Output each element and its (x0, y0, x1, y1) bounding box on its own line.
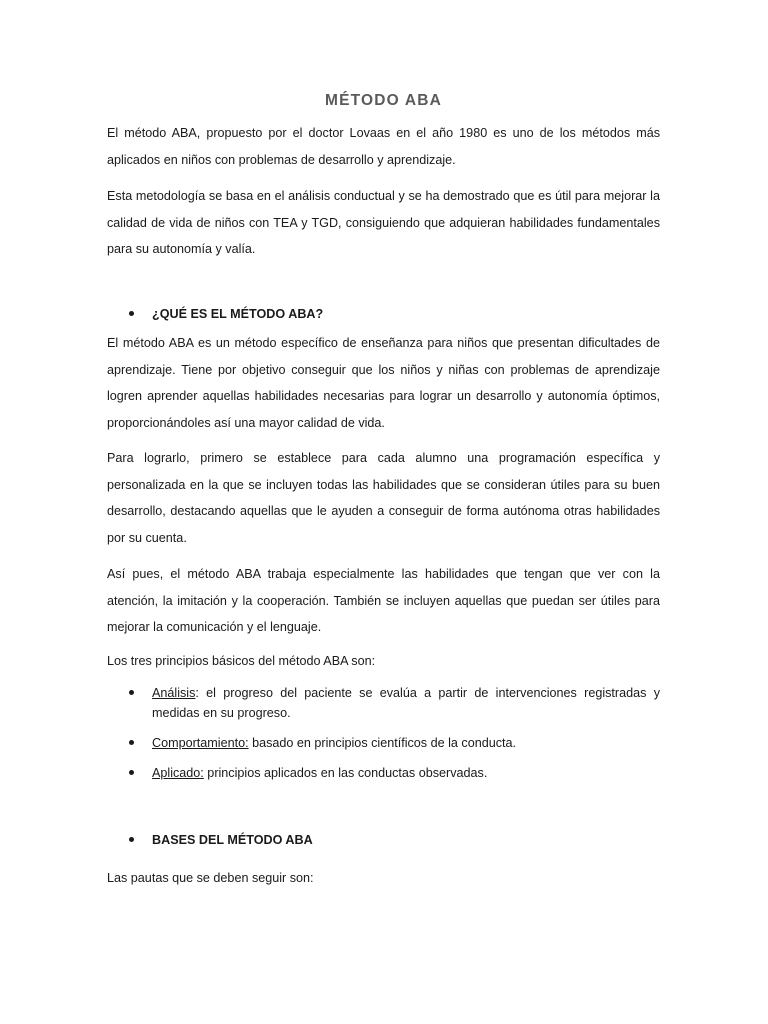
section1-paragraph-1: El método ABA es un método específico de enseñanza para niños que presentan dificultades de aprendizaje. Tiene por objetivo conseguir que los niños y niñas con problemas de aprendizaje logren aprender aquellas habilidades necesarias para lograr un desarrollo y autonomía óptimos, proporcionándoles así una mayor calidad de vida. (107, 336, 660, 430)
principle-term: Aplicado: (152, 766, 204, 780)
section-heading-text: ¿QUÉ ES EL MÉTODO ABA? (152, 307, 324, 321)
principle-text: : el progreso del paciente se evalúa a partir de intervenciones registradas y medidas en su progreso. (152, 686, 660, 720)
section2-paragraph-1: Las pautas que se deben seguir son: (107, 871, 314, 885)
bullet-icon (129, 690, 134, 695)
bullet-icon (129, 311, 134, 316)
section1-paragraph-2: Para lograrlo, primero se establece para cada alumno una programación específica y personalizada en la que se incluyen todas las habilidades que se consideran útiles para su buen desarrollo, destacando aquellas que le ayuden a conseguir de forma autónoma otras habilidades por su cuenta. (107, 451, 660, 545)
document-title: MÉTODO ABA (324, 92, 443, 109)
section1-paragraph-4: Los tres principios básicos del método ABA son: (107, 654, 376, 668)
principle-term: Comportamiento: (152, 736, 249, 750)
principle-body (152, 733, 660, 753)
bullet-icon (129, 837, 134, 842)
principle-text: basado en principios científicos de la conducta. (248, 736, 517, 750)
principle-body (152, 763, 660, 783)
section1-paragraph-3: Así pues, el método ABA trabaja especialmente las habilidades que tengan que ver con la atención, la imitación y la cooperación. También se incluyen aquellas que puedan ser útiles para mejorar la comunicación y el lenguaje. (107, 567, 660, 634)
intro-paragraph-2: Esta metodología se basa en el análisis conductual y se ha demostrado que es útil para mejorar la calidad de vida de niños con TEA y TGD, consiguiendo que adquieran habilidades fundamentales para su autonomía y valía. (107, 189, 660, 256)
principle-term: Análisis (152, 686, 196, 700)
section-heading-text: BASES DEL MÉTODO ABA (152, 833, 313, 847)
bullet-icon (129, 770, 134, 775)
principle-text: principios aplicados en las conductas observadas. (203, 766, 488, 780)
intro-paragraph-1: El método ABA, propuesto por el doctor Lovaas en el año 1980 es uno de los métodos más aplicados en niños con problemas de desarrollo y aprendizaje. (107, 126, 660, 167)
bullet-icon (129, 740, 134, 745)
principle-body (152, 683, 660, 723)
